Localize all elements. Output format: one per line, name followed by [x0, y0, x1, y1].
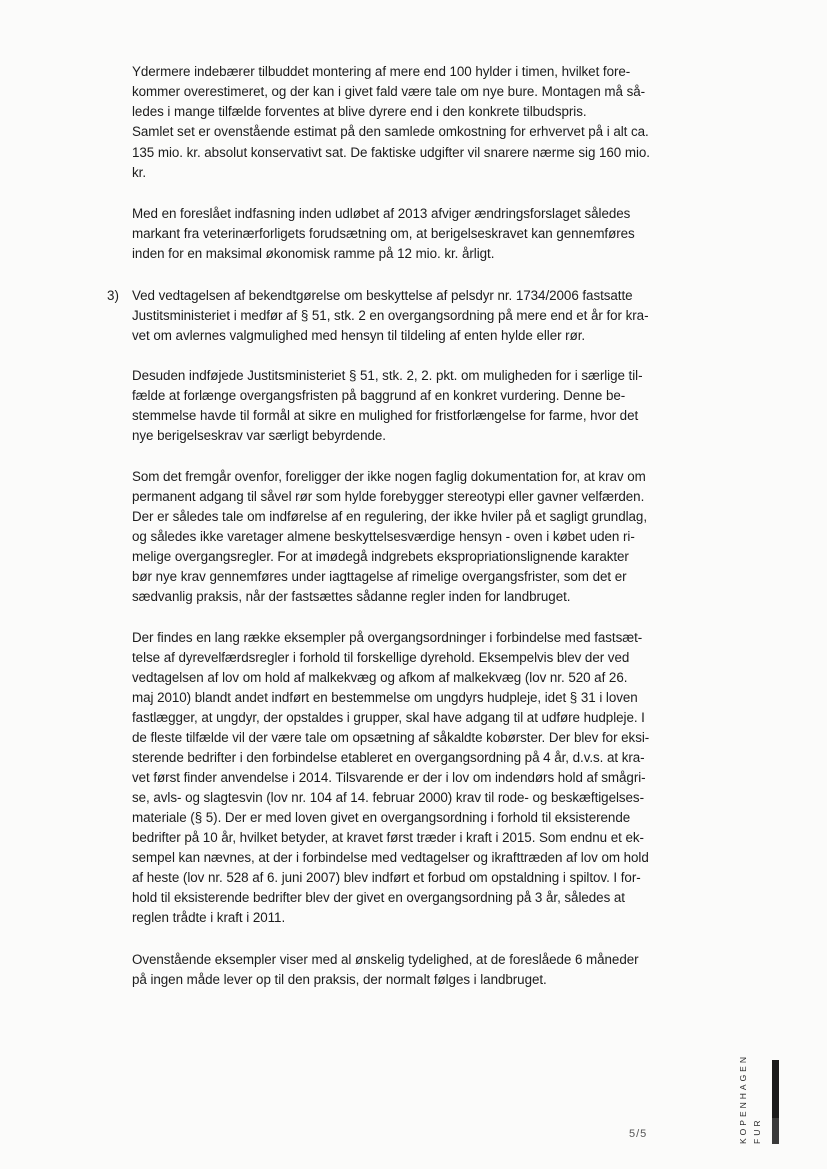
text-line: Justitsministeriet i medfør af § 51, stk. 2 en overgangsordning på mere end et år for kra- — [132, 308, 649, 323]
text-line: Ved vedtagelsen af bekendtgørelse om beskyttelse af pelsdyr nr. 1734/2006 fastsatte — [132, 288, 633, 303]
company-logo — [738, 1052, 798, 1144]
text-line: Ydermere indebærer tilbuddet montering af mere end 100 hylder i timen, hvilket fore- — [132, 64, 631, 79]
text-line: nye berigelseskrav var særligt bebyrdende. — [132, 428, 386, 443]
text-line: maj 2010) blandt andet indført en bestemmelse om ungdyrs hudpleje, idet § 31 i loven — [132, 690, 638, 705]
page-number: 5/5 — [629, 1128, 648, 1140]
text-line: Der er således tale om indførelse af en regulering, der ikke hviler på et sagligt grundlag, — [132, 509, 647, 524]
text-line: sterende bedrifter i den forbindelse etableret en overgangsordning på 4 år, d.v.s. at kra- — [132, 750, 645, 765]
text-line: Ovenstående eksempler viser med al ønskelig tydelighed, at de foreslåede 6 måneder — [132, 952, 639, 967]
text-line: Som det fremgår ovenfor, foreligger der ikke nogen faglig dokumentation for, at krav om — [132, 469, 646, 484]
text-line: fastlægger, at ungdyr, der opstaldes i grupper, skal have adgang til at udføre hudpleje. I — [132, 710, 645, 725]
text-line: reglen trådte i kraft i 2011. — [132, 910, 286, 925]
text-line: Desuden indføjede Justitsministeriet § 51, stk. 2, 2. pkt. om muligheden for i særlige til- — [132, 368, 643, 383]
text-line: kommer overestimeret, og der kan i givet fald være tale om nye bure. Montagen må så- — [132, 84, 646, 99]
logo-bar-accent — [772, 1118, 779, 1144]
logo-text-line2: FUR — [752, 1117, 762, 1144]
text-line: se, avls- og slagtesvin (lov nr. 104 af 14. februar 2000) krav til rode- og beskæftigelses- — [132, 790, 644, 805]
text-line: materiale (§ 5). Der er med loven givet en overgangsordning i forhold til eksisterende — [132, 810, 631, 825]
text-line: vedtagelsen af lov om hold af malkekvæg og afkom af malkekvæg (lov nr. 520 af 26. — [132, 670, 628, 685]
list-item-number: 3) — [107, 288, 119, 303]
text-line: melige overgangsregler. For at imødegå indgrebets ekspropriationslignende karakter — [132, 549, 629, 564]
text-line: 135 mio. kr. absolut konservativt sat. De faktiske udgifter vil snarere nærme sig 160 mio. — [132, 145, 650, 160]
text-line: vet først finder anvendelse i 2014. Tilsvarende er der i lov om indendørs hold af smågri- — [132, 770, 646, 785]
text-line: hold til eksisterende bedrifter blev der givet en overgangsordning på 3 år, således at — [132, 890, 625, 905]
text-line: Der findes en lang række eksempler på overgangsordninger i forbindelse med fastsæt- — [132, 630, 643, 645]
text-line: bør nye krav gennemføres under iagttagelse af rimelige overgangsfrister, som det er — [132, 569, 627, 584]
text-line: de fleste tilfælde vil der være tale om opsætning af såkaldte kobørster. Der blev for eksi- — [132, 730, 650, 745]
text-line: ledes i mange tilfælde forventes at blive dyrere end i den konkrete tilbudspris. — [132, 104, 587, 119]
text-line: stemmelse havde til formål at sikre en mulighed for fristforlængelse for farme, hvor det — [132, 408, 639, 423]
text-line: sempel kan nævnes, at der i forbindelse med vedtagelser og ikrafttræden af lov om hold — [132, 850, 649, 865]
text-line: bedrifter på 10 år, hvilket betyder, at kravet først træder i kraft i 2015. Som endnu et ek- — [132, 830, 644, 845]
logo-text-line1: KOPENHAGEN — [738, 1054, 748, 1144]
text-line: markant fra veterinærforligets forudsætning om, at berigelseskravet kan gennemføres — [132, 226, 635, 241]
text-line: vet om avlernes valgmulighed med hensyn til tildeling af enten hylde eller rør. — [132, 328, 586, 343]
text-line: telse af dyrevelfærdsregler i forhold til forskellige dyrehold. Eksempelvis blev der ved — [132, 650, 630, 665]
text-line: fælde at forlænge overgangsfristen på baggrund af en konkret vurdering. Denne be- — [132, 388, 626, 403]
text-line: og således ikke varetager almene beskyttelsesværdige hensyn - oven i købet uden ri- — [132, 529, 635, 544]
text-line: inden for en maksimal økonomisk ramme på 12 mio. kr. årligt. — [132, 246, 495, 261]
text-line: på ingen måde lever op til den praksis, der normalt følges i landbruget. — [132, 972, 547, 987]
text-line: Med en foreslået indfasning inden udløbet af 2013 afviger ændringsforslaget således — [132, 206, 631, 221]
text-line: Samlet set er ovenstående estimat på den samlede omkostning for erhvervet på i alt ca. — [132, 124, 649, 139]
text-line: kr. — [132, 165, 146, 180]
text-line: sædvanlig praksis, når der fastsættes sådanne regler inden for landbruget. — [132, 589, 571, 604]
text-line: af heste (lov nr. 528 af 6. juni 2007) blev indført et forbud om opstaldning i spiltov. I for- — [132, 870, 641, 885]
text-line: permanent adgang til såvel rør som hylde forebygger stereotypi eller gavner velfærden. — [132, 489, 645, 504]
